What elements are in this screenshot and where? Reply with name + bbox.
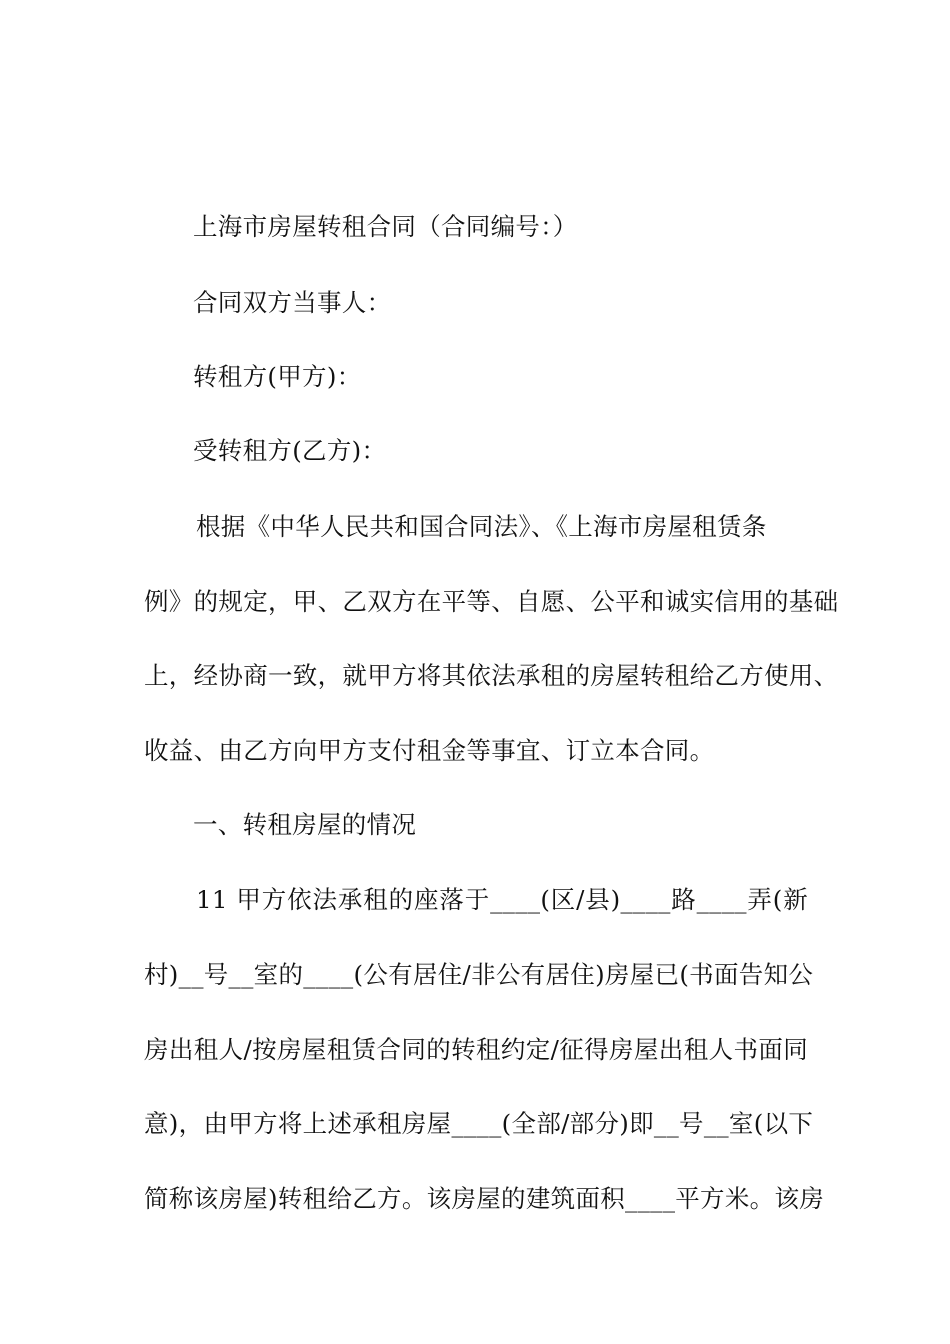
section-1-heading: 一、转租房屋的情况 [193, 810, 417, 839]
preamble-line-4: 收益、由乙方向甲方支付租金等事宜、订立本合同。 [144, 736, 715, 765]
preamble-line-1: 根据《中华人民共和国合同法》、《上海市房屋租赁条 [196, 512, 767, 541]
clause-1-1-line-1: 11 甲方依法承租的座落于____(区/县)____路____弄(新 [196, 885, 808, 914]
clause-1-1-line-3: 房出租人/按房屋租赁合同的转租约定/征得房屋出租人书面同 [144, 1035, 808, 1064]
preamble-line-2: 例》的规定，甲、乙双方在平等、自愿、公平和诚实信用的基础 [144, 587, 839, 616]
clause-1-1-line-4: 意)，由甲方将上述承租房屋____(全部/部分)即__号__室(以下 [144, 1109, 814, 1138]
clause-1-1-line-5: 简称该房屋)转租给乙方。该房屋的建筑面积____平方米。该房 [144, 1184, 825, 1213]
parties-heading: 合同双方当事人： [193, 288, 392, 317]
preamble-line-3: 上，经协商一致，就甲方将其依法承租的房屋转租给乙方使用、 [144, 661, 839, 690]
party-b-label: 受转租方(乙方)： [193, 436, 387, 465]
contract-title: 上海市房屋转租合同（合同编号：） [193, 212, 578, 241]
clause-1-1-line-2: 村)__号__室的____(公有居住/非公有居住)房屋已(书面告知公 [144, 960, 814, 989]
party-a-label: 转租方(甲方)： [193, 362, 362, 391]
